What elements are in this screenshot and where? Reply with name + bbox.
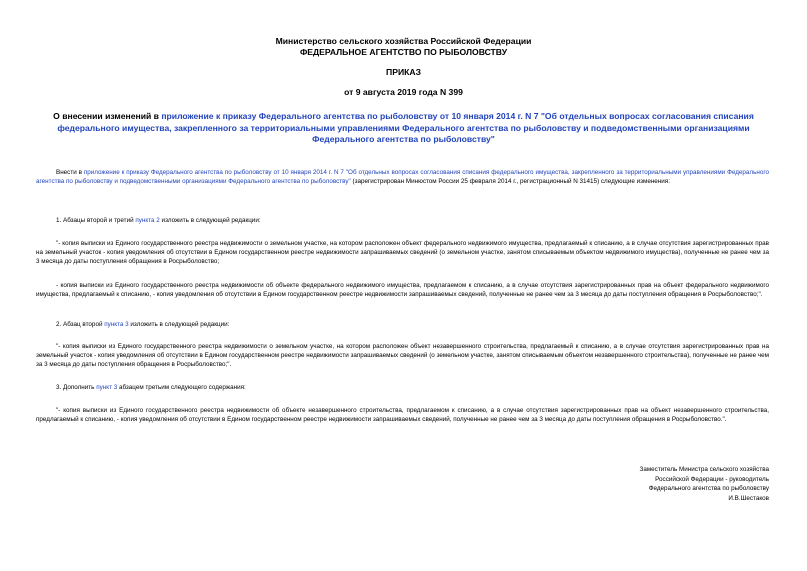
agency-name: ФЕДЕРАЛЬНОЕ АГЕНТСТВО ПО РЫБОЛОВСТВУ xyxy=(299,47,508,57)
ministry-name: Министерство сельского хозяйства Российской Федерации xyxy=(275,36,532,46)
signature-name: И.В.Шестаков xyxy=(728,494,769,502)
intro-paragraph xyxy=(36,168,769,186)
item3-prefix: 3. Дополнить xyxy=(56,384,97,391)
intro-link[interactable]: приложение к приказу Федерального агентства по рыболовству от 10 января 2014 г. N 7 "Об отдельных вопросах согласования списания федерального имущества, закрепленного за территориальными управлениями Федерального агентства по рыболовству и подведомственными организациями Федерального агентства по рыболовству" xyxy=(36,169,769,186)
item2-link[interactable]: пункта 3 xyxy=(104,321,129,328)
item1-link[interactable]: пункта 2 xyxy=(135,217,160,224)
document-title xyxy=(30,111,777,146)
signature-line2: Российской Федерации - руководитель xyxy=(655,475,769,483)
item1-quote2: - копия выписки из Единого государственного реестра недвижимости об объекте федерального недвижимого имущества, предлагаемом к списанию, а в случае отсутствия зарегистрированных прав на объект федерального недвижимого имущества, предлагаемый к списанию, - копия уведомления об отсутствии в Едином государственном реестре недвижимости запрашиваемых сведений, полученные не ранее чем за 3 месяца до даты поступления обращения в Росрыболовство;". xyxy=(36,282,769,299)
document-type: ПРИКАЗ xyxy=(386,67,421,77)
title-prefix: О внесении изменений в xyxy=(53,111,162,121)
document-date-number: от 9 августа 2019 года N 399 xyxy=(344,87,463,97)
item1-quote1: "- копия выписки из Единого государственного реестра недвижимости о земельном участке, на котором расположен объект федерального недвижимого имущества, предлагаемый к списанию, а в случае отсутствия зарегистрированных прав на земельный участок - копия уведомления об отсутствии в Едином государственном реестре недвижимости запрашиваемых сведений (о земельном участке, занятом списываемым объектом недвижимого имущества), полученные не ранее чем за 3 месяца до даты поступления обращения в Росрыболовство; xyxy=(36,240,769,266)
title-link[interactable]: приложение к приказу Федерального агентства по рыболовству от 10 января 2014 г. N 7 "Об отдельных вопросах согласования списания федерального имущества, закрепленного за территориальными управлениями Федерального агентства по рыболовству и подведомственными организациями Федерального агентства по рыболовству" xyxy=(57,111,754,145)
intro-prefix: Внести в xyxy=(56,169,84,176)
item1-suffix: изложить в следующей редакции: xyxy=(159,217,261,224)
item3-suffix: абзацем третьим следующего содержания: xyxy=(117,384,246,391)
signature-line3: Федерального агентства по рыболовству xyxy=(648,485,769,493)
intro-suffix: (зарегистрирован Минюстом России 25 февраля 2014 г., регистрационный N 31415) следующие изменения: xyxy=(350,178,670,186)
item3-quote: "- копия выписки из Единого государственного реестра недвижимости об объекте незавершенного строительства, предлагаемом к списанию, а в случае отсутствия зарегистрированных прав на объект незавершенного строительства, предлагаемый к списанию, - копия уведомления об отсутствии в Едином государственном реестре недвижимости запрашиваемых сведений, полученные не ранее чем за 3 месяца до даты поступления обращения в Росрыболовство.". xyxy=(36,407,769,424)
item2-prefix: 2. Абзац второй xyxy=(56,321,105,328)
signature-line1: Заместитель Министра сельского хозяйства xyxy=(639,466,769,473)
item2-quote: "- копия выписки из Единого государственного реестра недвижимости о земельном участке, на котором расположен объект незавершенного строительства, предлагаемый к списанию, а в случае отсутствия зарегистрированных прав на земельный участок - копия уведомления об отсутствии в Едином государственном реестре недвижимости запрашиваемых сведений (о земельном участке, занятом списываемым объектом незавершенного строительства), полученные не ранее чем за 3 месяца до даты поступления обращения в Росрыболовство;". xyxy=(36,343,769,369)
item2-suffix: изложить в следующей редакции: xyxy=(128,321,230,328)
item1-prefix: 1. Абзацы второй и третий xyxy=(56,217,136,224)
item1-heading xyxy=(36,216,769,225)
item3-heading xyxy=(36,383,769,392)
signature-block xyxy=(569,465,769,503)
item3-link[interactable]: пункт 3 xyxy=(96,384,118,391)
item2-heading xyxy=(36,320,769,329)
